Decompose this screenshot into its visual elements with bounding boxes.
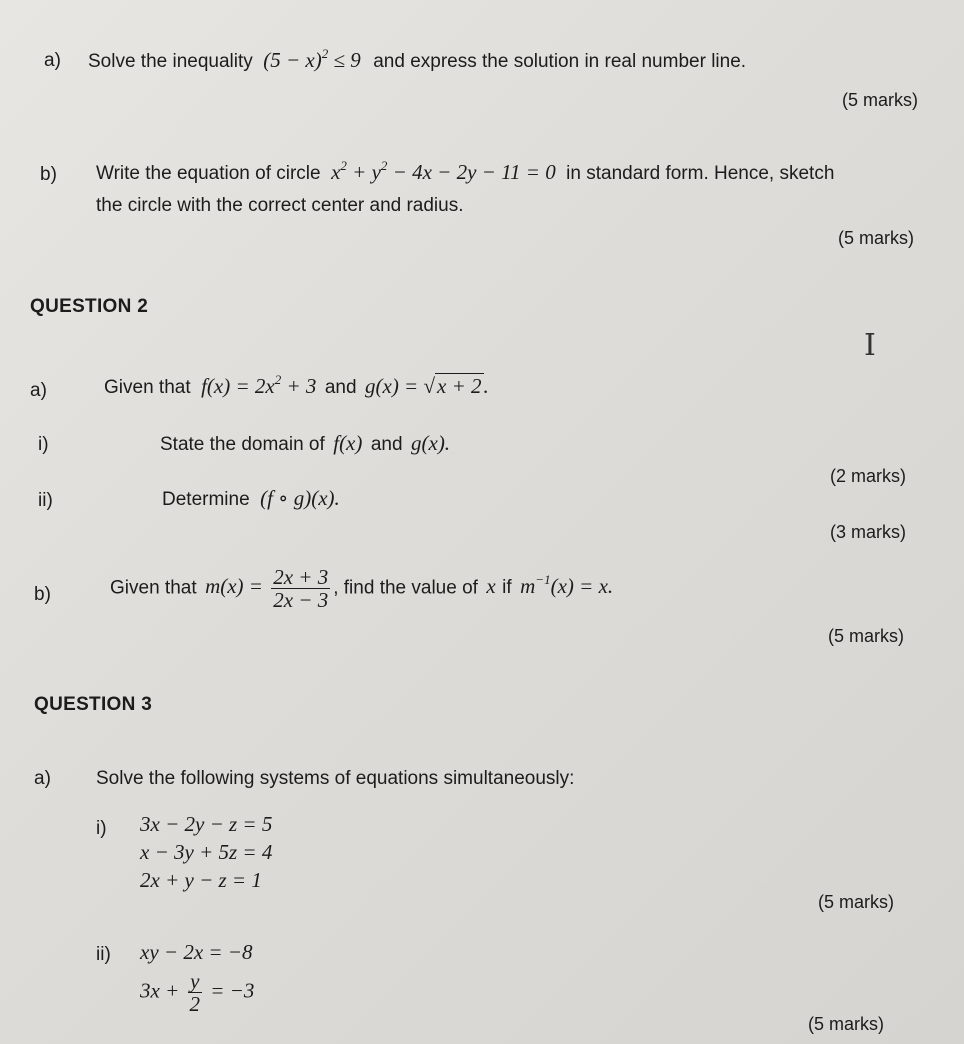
q1a-label: a) — [44, 50, 61, 71]
q2a-line — [104, 371, 489, 399]
q2a-ii-marks: (3 marks) — [830, 522, 906, 542]
q3-heading: QUESTION 3 — [34, 694, 153, 715]
q2a-i-f: f(x) — [333, 431, 363, 455]
q2b-x: x — [486, 574, 496, 599]
q1a-text1: Solve the inequality — [88, 51, 253, 72]
q1a-expr: $(5 - x)^2 \le 9$ — [263, 45, 361, 72]
q1b-line1 — [96, 157, 835, 185]
q3a-i-eq2: x − 3y + 5z = 4 — [140, 840, 273, 864]
q2b-text1: Given that — [110, 577, 197, 599]
q2b-minv-expr: $m^{-1}(x) = x$. — [520, 572, 614, 599]
q3a-ii-eq2: 3x + $\frac{y}{2}$ = −3 — [140, 969, 255, 1017]
q3a-i-marks: (5 marks) — [818, 892, 894, 912]
q3a-ii-eq1: xy − 2x = −8 — [140, 940, 253, 964]
q2b-marks: (5 marks) — [828, 626, 904, 646]
q2b-label: b) — [34, 584, 51, 605]
q2a-g-expr: g(x) = √x + 2. — [365, 374, 489, 398]
q2a-ii-line — [162, 486, 340, 511]
text-cursor-icon: I — [864, 328, 876, 363]
q2a-ii-label: ii) — [38, 490, 53, 511]
q2a-i-g: g(x). — [411, 431, 451, 455]
q2b-m-fraction: $\frac{2x + 3}{2x - 3}$ — [273, 565, 329, 613]
q3a-i-label: i) — [96, 818, 107, 839]
q2a-f-expr: $f(x) = 2x^2 + 3$ — [201, 371, 317, 398]
q2b-m-expr: m(x) = $\frac{2x + 3}{2x - 3}$ — [205, 565, 329, 613]
q1b-line2: the circle with the correct center and radius. — [96, 195, 464, 216]
q2a-and: and — [324, 377, 357, 398]
q2a-i-and: and — [370, 434, 403, 455]
q2a-i-label: i) — [38, 434, 49, 455]
q3a-i-eq3: 2x + y − z = 1 — [140, 868, 262, 892]
q3a-ii-label: ii) — [96, 944, 111, 965]
q2a-ii-expr: (f ∘ g)(x). — [260, 486, 340, 510]
q1b-label: b) — [40, 164, 57, 185]
q1b-text2: in standard form. Hence, sketch — [566, 163, 835, 184]
q3a-ii-fraction: $\frac{y}{2}$ — [189, 969, 200, 1017]
q2b-line — [110, 566, 613, 611]
q1a-line — [88, 45, 747, 73]
q2a-i-marks: (2 marks) — [830, 466, 906, 486]
q1b-expr: $x^2 + y^2 - 4x - 2y - 11 = 0$ — [331, 157, 556, 184]
q2b-if: if — [502, 577, 512, 599]
q2a-label: a) — [30, 380, 47, 401]
q1b-text1: Write the equation of circle — [96, 163, 321, 184]
q3a-label: a) — [34, 768, 51, 789]
q1b-marks: (5 marks) — [838, 228, 914, 248]
q2b-text2: , find the value of — [333, 577, 478, 599]
q3a-ii-marks: (5 marks) — [808, 1014, 884, 1034]
q2-heading: QUESTION 2 — [30, 296, 149, 317]
q2a-i-text: State the domain of — [160, 434, 325, 455]
q1a-marks: (5 marks) — [842, 90, 918, 110]
q2a-ii-text: Determine — [162, 489, 250, 510]
q3a-text: Solve the following systems of equations simultaneously: — [96, 768, 575, 789]
q1a-text2: and express the solution in real number line. — [373, 51, 747, 72]
q2a-text1: Given that — [104, 377, 191, 398]
q2a-i-line — [160, 431, 450, 456]
q3a-i-eq1: 3x − 2y − z = 5 — [140, 812, 273, 836]
